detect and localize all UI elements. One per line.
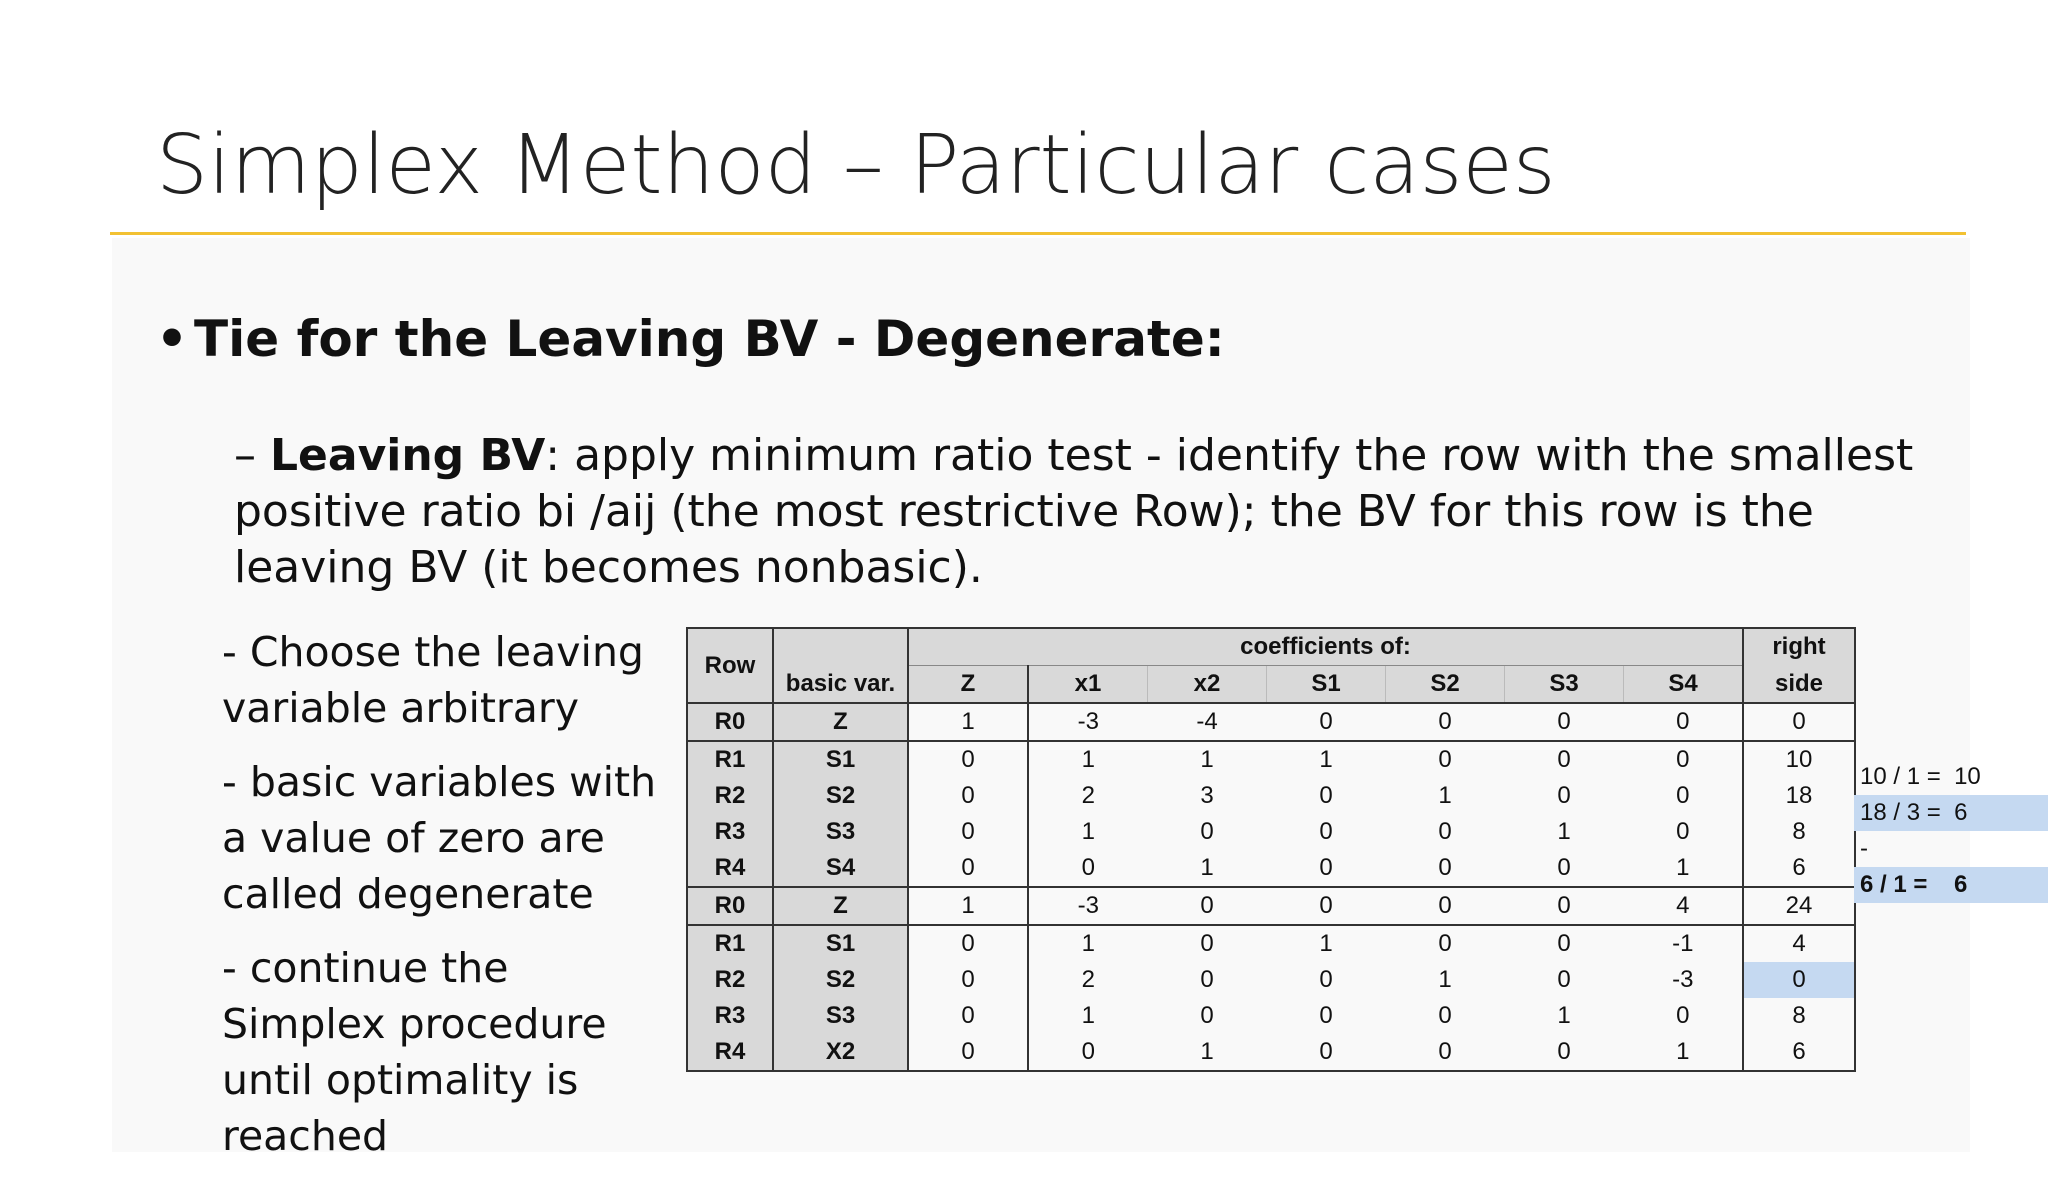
coef-cell: 0 bbox=[908, 1034, 1028, 1071]
col-header: S4 bbox=[1624, 666, 1744, 704]
coef-cell: 0 bbox=[1148, 887, 1267, 925]
coef-cell: 0 bbox=[1028, 1034, 1148, 1071]
coef-cell: -4 bbox=[1148, 703, 1267, 741]
coef-cell: 0 bbox=[1505, 887, 1624, 925]
coef-cell: 0 bbox=[1676, 818, 1690, 845]
col-header: x1 bbox=[1028, 666, 1148, 704]
coef-cell: 0 bbox=[1319, 854, 1333, 881]
bullet-dot-icon: • bbox=[156, 310, 188, 368]
coef-cell: 1 bbox=[1438, 782, 1452, 809]
basic-var-cell: S3 bbox=[773, 998, 908, 1034]
row-label: R2 bbox=[687, 778, 773, 814]
basic-var-cell: S4 bbox=[773, 850, 908, 887]
coef-cell: 0 bbox=[1386, 741, 1505, 778]
coef-cell: 0 bbox=[908, 814, 1028, 850]
coef-cell: 0 bbox=[1505, 925, 1624, 962]
bullet-text: Tie for the Leaving BV - Degenerate: bbox=[194, 310, 1225, 368]
rhs-cell: 6 bbox=[1743, 850, 1855, 887]
basic-var-cell: S2 bbox=[773, 778, 908, 814]
coef-cell: 0 bbox=[1200, 1002, 1214, 1029]
coef-cell: 0 bbox=[1386, 925, 1505, 962]
rhs-cell: 0 bbox=[1743, 703, 1855, 741]
sub-dash: – bbox=[234, 430, 270, 481]
coef-cell: 1 bbox=[1267, 925, 1386, 962]
rhs-cell: 8 bbox=[1743, 998, 1855, 1034]
table-row bbox=[687, 703, 1855, 741]
coef-cell: 0 bbox=[1200, 966, 1214, 993]
coef-cell: 1 bbox=[1148, 741, 1267, 778]
rhs-cell: 18 bbox=[1743, 778, 1855, 814]
coef-cell: 1 bbox=[1028, 741, 1148, 778]
row-label: R2 bbox=[687, 962, 773, 998]
coef-cell: 0 bbox=[908, 741, 1028, 778]
coef-cell: 0 bbox=[1505, 741, 1624, 778]
rhs-cell: 4 bbox=[1743, 925, 1855, 962]
coef-cell: 2 bbox=[1081, 782, 1095, 809]
coef-cell: 0 bbox=[1676, 782, 1690, 809]
rhs-cell: 24 bbox=[1743, 887, 1855, 925]
coef-cell: -3 bbox=[1672, 966, 1694, 993]
row-label: R0 bbox=[687, 887, 773, 925]
row-label: R3 bbox=[687, 998, 773, 1034]
basic-var-cell: Z bbox=[773, 887, 908, 925]
row-label: R1 bbox=[687, 741, 773, 778]
coef-cell: 1 bbox=[1081, 1002, 1095, 1029]
coef-cell: 0 bbox=[1624, 741, 1744, 778]
basic-var-cell: S1 bbox=[773, 741, 908, 778]
row-header: Row bbox=[687, 628, 773, 703]
row-label: R1 bbox=[687, 925, 773, 962]
coef-cell: 2 bbox=[1081, 966, 1095, 993]
coef-cell: 1 bbox=[1557, 818, 1571, 845]
ratio-r2: 18 / 3 = 6 bbox=[1854, 795, 2048, 831]
table-row bbox=[687, 887, 1855, 925]
col-header: x2 bbox=[1148, 666, 1267, 704]
simplex-tableau bbox=[686, 627, 1856, 1072]
basic-var-cell: S2 bbox=[773, 962, 908, 998]
col-header: S2 bbox=[1386, 666, 1505, 704]
table-row bbox=[687, 925, 1855, 962]
table-row bbox=[687, 962, 1855, 998]
coef-cell: 0 bbox=[1200, 818, 1214, 845]
rhs-cell: 6 bbox=[1743, 1034, 1855, 1071]
coef-cell: 0 bbox=[908, 778, 1028, 814]
slide-title: Simplex Method – Particular cases bbox=[156, 118, 1556, 213]
coef-cell: 1 bbox=[1028, 925, 1148, 962]
table-row bbox=[687, 998, 1855, 1034]
coef-cell: 0 bbox=[1319, 1002, 1333, 1029]
coef-cell: 0 bbox=[908, 962, 1028, 998]
coef-cell: 4 bbox=[1624, 887, 1744, 925]
ratio-r1: 10 / 1 = 10 bbox=[1860, 763, 1981, 790]
side-notes bbox=[222, 624, 682, 1182]
table-row bbox=[687, 778, 1855, 814]
table-row bbox=[687, 1034, 1855, 1071]
bv-header: basic var. bbox=[773, 628, 908, 703]
table-row bbox=[687, 814, 1855, 850]
coef-cell: 0 bbox=[1438, 1002, 1452, 1029]
coef-cell: 0 bbox=[1148, 925, 1267, 962]
coef-cell: 1 bbox=[1438, 966, 1452, 993]
coef-cell: 1 bbox=[1557, 1002, 1571, 1029]
ratio-r4: 6 / 1 = 6 bbox=[1854, 867, 2048, 903]
basic-var-cell: Z bbox=[773, 703, 908, 741]
coef-cell: 1 bbox=[908, 887, 1028, 925]
basic-var-cell: X2 bbox=[773, 1034, 908, 1071]
coef-cell: 1 bbox=[1148, 1034, 1267, 1071]
col-header: S1 bbox=[1267, 666, 1386, 704]
coef-cell: 0 bbox=[1319, 782, 1333, 809]
coef-cell: -1 bbox=[1624, 925, 1744, 962]
coef-cell: 1 bbox=[1624, 1034, 1744, 1071]
col-header: S3 bbox=[1505, 666, 1624, 704]
coef-cell: 1 bbox=[1200, 854, 1214, 881]
coef-cell: 0 bbox=[1505, 1034, 1624, 1071]
note-item: - continue the Simplex procedure until optimality is reached bbox=[222, 944, 607, 1160]
coef-cell: 0 bbox=[1676, 1002, 1690, 1029]
coef-cell: 0 bbox=[1557, 782, 1571, 809]
row-label: R4 bbox=[687, 1034, 773, 1071]
rhs-cell: 10 bbox=[1743, 741, 1855, 778]
coef-cell: 0 bbox=[908, 850, 1028, 887]
row-label: R4 bbox=[687, 850, 773, 887]
coef-cell: 3 bbox=[1200, 782, 1214, 809]
note-item: - basic variables with a value of zero are called degenerate bbox=[222, 758, 657, 918]
coef-cell: 0 bbox=[908, 925, 1028, 962]
rhs-header-bottom: side bbox=[1743, 666, 1855, 704]
coef-cell: 0 bbox=[1267, 1034, 1386, 1071]
sub-bullet bbox=[234, 428, 1914, 596]
row-label: R3 bbox=[687, 814, 773, 850]
coef-cell: 0 bbox=[1505, 703, 1624, 741]
coef-cell: 0 bbox=[1386, 1034, 1505, 1071]
coef-cell: 0 bbox=[1319, 818, 1333, 845]
coef-cell: -3 bbox=[1028, 887, 1148, 925]
coef-cell: 0 bbox=[1438, 854, 1452, 881]
coef-cell: 1 bbox=[1081, 818, 1095, 845]
coef-cell: 0 bbox=[1386, 887, 1505, 925]
col-header: Z bbox=[908, 666, 1028, 704]
coef-cell: 0 bbox=[1624, 703, 1744, 741]
basic-var-cell: S3 bbox=[773, 814, 908, 850]
row-label: R0 bbox=[687, 703, 773, 741]
coef-cell: 0 bbox=[1267, 703, 1386, 741]
coef-cell: 0 bbox=[908, 998, 1028, 1034]
coef-header: coefficients of: bbox=[908, 628, 1743, 666]
coef-cell: 0 bbox=[1557, 854, 1571, 881]
coef-cell: 0 bbox=[1557, 966, 1571, 993]
sub-bold-label: Leaving BV bbox=[270, 430, 546, 481]
main-bullet bbox=[156, 310, 1225, 368]
coef-cell: 1 bbox=[1267, 741, 1386, 778]
rhs-cell: 0 bbox=[1743, 962, 1855, 998]
table-row bbox=[687, 741, 1855, 778]
coef-cell: 0 bbox=[1267, 887, 1386, 925]
coef-cell: 1 bbox=[908, 703, 1028, 741]
rhs-header-top: right bbox=[1743, 628, 1855, 666]
note-item: - Choose the leaving variable arbitrary bbox=[222, 628, 644, 732]
coef-cell: 0 bbox=[1081, 854, 1095, 881]
basic-var-cell: S1 bbox=[773, 925, 908, 962]
table-row bbox=[687, 850, 1855, 887]
coef-cell: -3 bbox=[1028, 703, 1148, 741]
ratio-r3: - bbox=[1860, 835, 1868, 862]
rhs-cell: 8 bbox=[1743, 814, 1855, 850]
title-underline bbox=[110, 232, 1966, 235]
coef-cell: 0 bbox=[1438, 818, 1452, 845]
coef-cell: 1 bbox=[1676, 854, 1690, 881]
sub-text: : apply minimum ratio test - identify the row with the smallest positive ratio bi /aij (the most restrictive Row); the BV for this row is the leaving BV (it becomes nonbasic). bbox=[234, 430, 1914, 593]
coef-cell: 0 bbox=[1386, 703, 1505, 741]
coef-cell: 0 bbox=[1319, 966, 1333, 993]
